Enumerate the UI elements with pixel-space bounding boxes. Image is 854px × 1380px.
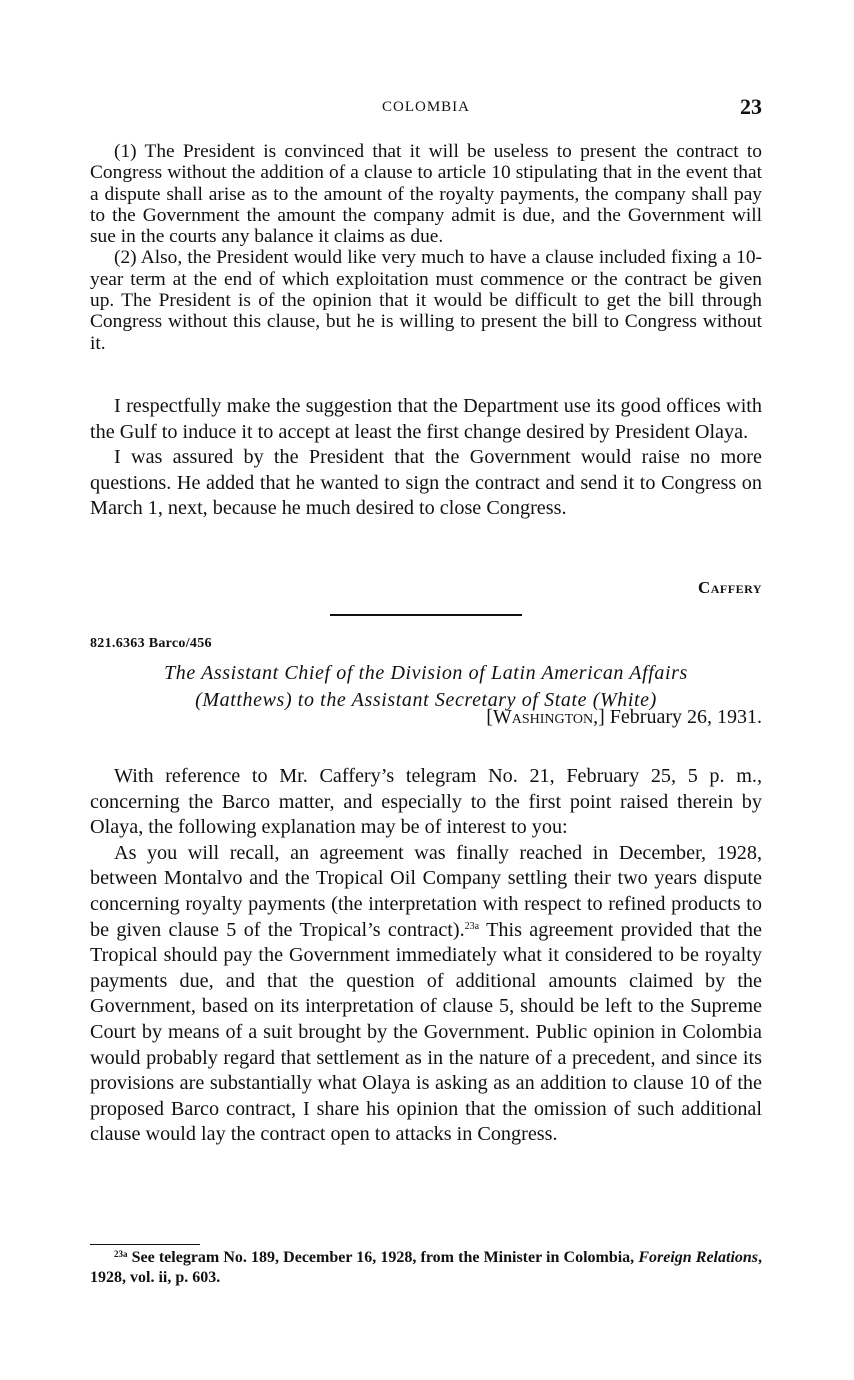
footnote-marker: 23a <box>114 1249 128 1259</box>
signature: Caffery <box>697 578 762 597</box>
body-paragraph: I was assured by the President that the Government would raise no more questions. He added that he wanted to sign the contract and send it to Congress on March 1, next, because he much desired to close Congress. <box>90 446 762 520</box>
footnote <box>90 1248 762 1288</box>
page-number: 23 <box>740 94 762 119</box>
footnote-text: See telegram No. 189, December 16, 1928, from the Minister in Colombia, <box>127 1249 635 1266</box>
running-title: COLOMBIA <box>381 99 470 115</box>
dateline <box>486 706 762 729</box>
telegram-closing <box>90 394 762 522</box>
running-head <box>90 94 762 120</box>
body-paragraph <box>90 841 762 1148</box>
paragraph-text: As you will recall, an agreement was finally reached in December, 1928, between Montalvo and the Tropical Oil Company settling their two years dispute concerning royalty payments (the interpretation with respect to refined products to be given clause 5 of the Tropical’s contract). <box>90 841 762 941</box>
dateline-date: February 26, 1931. <box>609 706 762 728</box>
heading-line: (Matthews) to the Assistant Secretary of State (White) <box>195 689 657 711</box>
section-divider <box>330 614 522 616</box>
condition-paragraph: (2) Also, the President would like very much to have a clause included fixing a 10-year term at the end of which exploitation must commence or the contract be given up. The President is of the opinion that it would be difficult to get the bill through Congress without this clause, but he is willing to present the bill to Congress without it. <box>90 247 762 354</box>
body-paragraph: I respectfully make the suggestion that the Department use its good offices with the Gulf to induce it to accept at least the first change desired by President Olaya. <box>90 395 762 443</box>
footnote-reference[interactable]: 23a <box>464 920 480 932</box>
footnote-rule <box>90 1244 200 1245</box>
footnote-citation: , 1928, vol. ii, p. 603. <box>90 1249 763 1286</box>
file-number: 821.6363 Barco/456 <box>90 636 212 651</box>
paragraph-text: This agreement provided that the Tropical should pay the Government immediately what it considered to be royalty payments due, and that the question of additional amounts claimed by the Government, based on its interpretation of clause 5, should be left to the Supreme Court by means of a suit brought by the Government. Public opinion in Colombia would probably regard that settlement as in the nature of a precedent, and since its provisions are substantially what Olaya is asking as an addition to clause 10 of the proposed Barco contract, I share his opinion that the omission of such additional clause would lay the contract open to attacks in Congress. <box>90 918 762 1146</box>
dateline-place: [Washington,] <box>486 706 605 728</box>
heading-line: The Assistant Chief of the Division of Latin American Affairs <box>164 662 688 684</box>
condition-paragraph: (1) The President is convinced that it will be useless to present the contract to Congress without the addition of a clause to article 10 stipulating that in the event that a dispute shall arise as to the amount of the royalty payments, the company shall pay to the Government the amount the company admit is due, and the Government will sue in the courts any balance it claims as due. <box>90 141 762 248</box>
telegram-conditions <box>90 141 762 354</box>
footnote-paragraph <box>90 1248 762 1288</box>
body-paragraph: With reference to Mr. Caffery’s telegram No. 21, February 25, 5 p. m., concerning the Barco matter, and especially to the first point raised therein by Olaya, the following explanation may be of interest to you: <box>90 765 762 839</box>
memo-body <box>90 764 762 1148</box>
footnote-publication: Foreign Relations <box>638 1249 759 1266</box>
